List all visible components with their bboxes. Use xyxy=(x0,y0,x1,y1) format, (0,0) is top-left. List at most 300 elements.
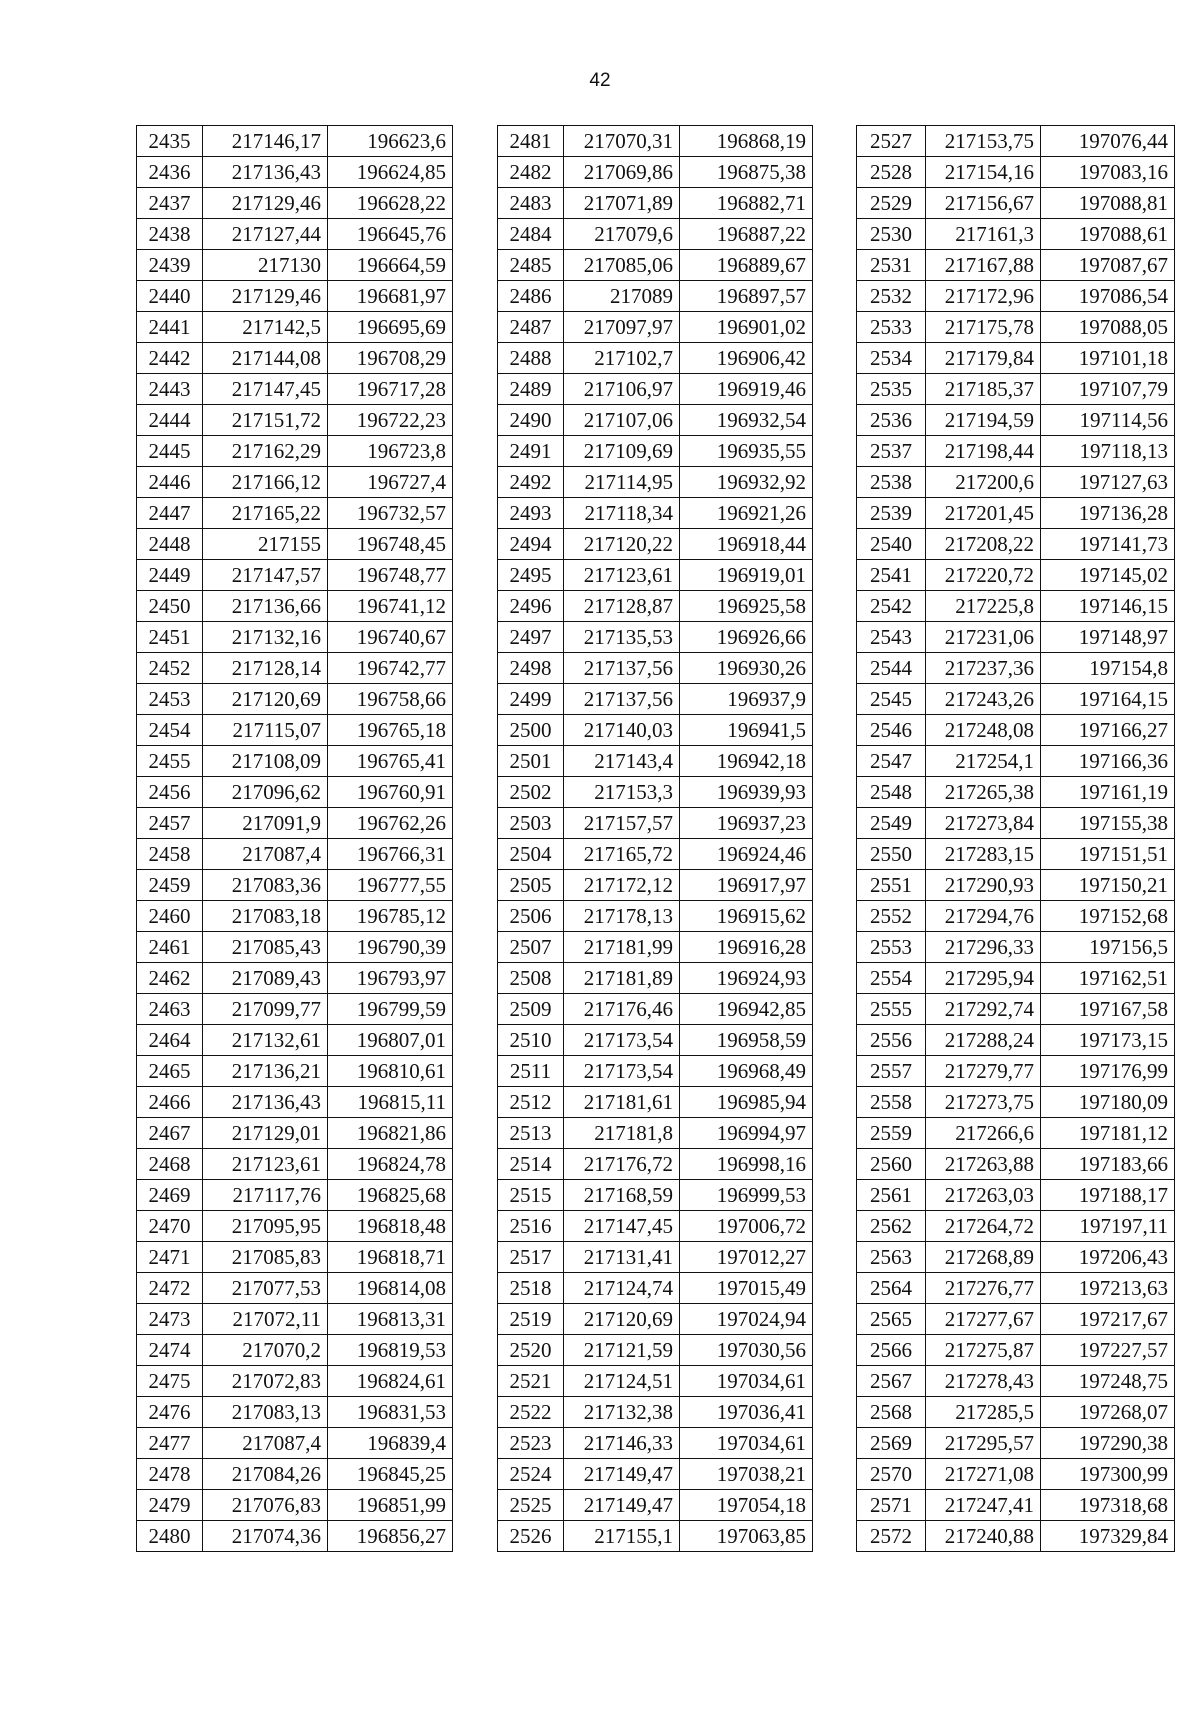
y-coordinate-cell: 197086,54 xyxy=(1041,281,1175,312)
x-coordinate-cell: 217266,6 xyxy=(926,1118,1041,1149)
y-coordinate-cell: 197167,58 xyxy=(1041,994,1175,1025)
x-coordinate-cell: 217085,43 xyxy=(203,932,328,963)
y-coordinate-cell: 196916,28 xyxy=(680,932,813,963)
table-row xyxy=(137,1025,453,1056)
y-coordinate-cell: 197206,43 xyxy=(1041,1242,1175,1273)
table-row xyxy=(857,281,1175,312)
point-number-cell: 2469 xyxy=(137,1180,203,1211)
table-row xyxy=(857,808,1175,839)
y-coordinate-cell: 196748,77 xyxy=(328,560,453,591)
y-coordinate-cell: 197180,09 xyxy=(1041,1087,1175,1118)
point-number-cell: 2521 xyxy=(498,1366,564,1397)
y-coordinate-cell: 197088,81 xyxy=(1041,188,1175,219)
x-coordinate-cell: 217275,87 xyxy=(926,1335,1041,1366)
x-coordinate-cell: 217072,11 xyxy=(203,1304,328,1335)
x-coordinate-cell: 217181,8 xyxy=(564,1118,680,1149)
table-row xyxy=(137,157,453,188)
table-row xyxy=(137,498,453,529)
x-coordinate-cell: 217083,13 xyxy=(203,1397,328,1428)
y-coordinate-cell: 196623,6 xyxy=(328,126,453,157)
table-row xyxy=(857,932,1175,963)
y-coordinate-cell: 196785,12 xyxy=(328,901,453,932)
point-number-cell: 2474 xyxy=(137,1335,203,1366)
y-coordinate-cell: 197162,51 xyxy=(1041,963,1175,994)
point-number-cell: 2451 xyxy=(137,622,203,653)
point-number-cell: 2494 xyxy=(498,529,564,560)
x-coordinate-cell: 217185,37 xyxy=(926,374,1041,405)
y-coordinate-cell: 197154,8 xyxy=(1041,653,1175,684)
y-coordinate-cell: 197329,84 xyxy=(1041,1521,1175,1552)
y-coordinate-cell: 197248,75 xyxy=(1041,1366,1175,1397)
y-coordinate-cell: 196765,18 xyxy=(328,715,453,746)
point-number-cell: 2468 xyxy=(137,1149,203,1180)
table-row xyxy=(498,870,813,901)
point-number-cell: 2566 xyxy=(857,1335,926,1366)
table-row xyxy=(857,250,1175,281)
point-number-cell: 2561 xyxy=(857,1180,926,1211)
table-row xyxy=(857,157,1175,188)
table-row xyxy=(498,560,813,591)
point-number-cell: 2459 xyxy=(137,870,203,901)
x-coordinate-cell: 217108,09 xyxy=(203,746,328,777)
table-row xyxy=(498,932,813,963)
y-coordinate-cell: 196815,11 xyxy=(328,1087,453,1118)
y-coordinate-cell: 196901,02 xyxy=(680,312,813,343)
x-coordinate-cell: 217277,67 xyxy=(926,1304,1041,1335)
x-coordinate-cell: 217179,84 xyxy=(926,343,1041,374)
table-row xyxy=(498,188,813,219)
y-coordinate-cell: 197183,66 xyxy=(1041,1149,1175,1180)
x-coordinate-cell: 217220,72 xyxy=(926,560,1041,591)
table-row xyxy=(857,870,1175,901)
x-coordinate-cell: 217176,72 xyxy=(564,1149,680,1180)
point-number-cell: 2460 xyxy=(137,901,203,932)
point-number-cell: 2477 xyxy=(137,1428,203,1459)
table-row xyxy=(498,839,813,870)
x-coordinate-cell: 217268,89 xyxy=(926,1242,1041,1273)
table-row xyxy=(137,1304,453,1335)
table-row xyxy=(857,219,1175,250)
table-row xyxy=(137,870,453,901)
y-coordinate-cell: 197217,67 xyxy=(1041,1304,1175,1335)
x-coordinate-cell: 217123,61 xyxy=(203,1149,328,1180)
y-coordinate-cell: 197107,79 xyxy=(1041,374,1175,405)
point-number-cell: 2530 xyxy=(857,219,926,250)
y-coordinate-cell: 196925,58 xyxy=(680,591,813,622)
x-coordinate-cell: 217178,13 xyxy=(564,901,680,932)
point-number-cell: 2546 xyxy=(857,715,926,746)
y-coordinate-cell: 197127,63 xyxy=(1041,467,1175,498)
x-coordinate-cell: 217265,38 xyxy=(926,777,1041,808)
table-row xyxy=(137,622,453,653)
point-number-cell: 2484 xyxy=(498,219,564,250)
x-coordinate-cell: 217136,43 xyxy=(203,1087,328,1118)
point-number-cell: 2444 xyxy=(137,405,203,436)
y-coordinate-cell: 196924,46 xyxy=(680,839,813,870)
point-number-cell: 2555 xyxy=(857,994,926,1025)
table-row xyxy=(857,1428,1175,1459)
table-row xyxy=(857,1211,1175,1242)
y-coordinate-cell: 197087,67 xyxy=(1041,250,1175,281)
table-row xyxy=(137,591,453,622)
table-row xyxy=(137,1459,453,1490)
x-coordinate-cell: 217147,45 xyxy=(203,374,328,405)
table-row xyxy=(137,715,453,746)
y-coordinate-cell: 196766,31 xyxy=(328,839,453,870)
y-coordinate-cell: 197101,18 xyxy=(1041,343,1175,374)
point-number-cell: 2453 xyxy=(137,684,203,715)
y-coordinate-cell: 197268,07 xyxy=(1041,1397,1175,1428)
table-row xyxy=(137,1242,453,1273)
table-row xyxy=(498,126,813,157)
x-coordinate-cell: 217102,7 xyxy=(564,343,680,374)
y-coordinate-cell: 196856,27 xyxy=(328,1521,453,1552)
point-number-cell: 2439 xyxy=(137,250,203,281)
x-coordinate-cell: 217069,86 xyxy=(564,157,680,188)
table-row xyxy=(498,1490,813,1521)
x-coordinate-cell: 217120,69 xyxy=(203,684,328,715)
table-row xyxy=(137,839,453,870)
point-number-cell: 2544 xyxy=(857,653,926,684)
table-row xyxy=(857,529,1175,560)
point-number-cell: 2556 xyxy=(857,1025,926,1056)
y-coordinate-cell: 197197,11 xyxy=(1041,1211,1175,1242)
point-number-cell: 2512 xyxy=(498,1087,564,1118)
y-coordinate-cell: 196932,92 xyxy=(680,467,813,498)
y-coordinate-cell: 197024,94 xyxy=(680,1304,813,1335)
y-coordinate-cell: 197213,63 xyxy=(1041,1273,1175,1304)
y-coordinate-cell: 197155,38 xyxy=(1041,808,1175,839)
point-number-cell: 2486 xyxy=(498,281,564,312)
x-coordinate-cell: 217248,08 xyxy=(926,715,1041,746)
point-number-cell: 2511 xyxy=(498,1056,564,1087)
table-row xyxy=(857,126,1175,157)
point-number-cell: 2562 xyxy=(857,1211,926,1242)
x-coordinate-cell: 217137,56 xyxy=(564,653,680,684)
table-row xyxy=(137,994,453,1025)
y-coordinate-cell: 197300,99 xyxy=(1041,1459,1175,1490)
point-number-cell: 2543 xyxy=(857,622,926,653)
y-coordinate-cell: 197141,73 xyxy=(1041,529,1175,560)
y-coordinate-cell: 197166,36 xyxy=(1041,746,1175,777)
table-row xyxy=(857,1273,1175,1304)
table-row xyxy=(498,498,813,529)
table-row xyxy=(137,684,453,715)
point-number-cell: 2490 xyxy=(498,405,564,436)
point-number-cell: 2445 xyxy=(137,436,203,467)
y-coordinate-cell: 197038,21 xyxy=(680,1459,813,1490)
table-row xyxy=(498,715,813,746)
y-coordinate-cell: 196921,26 xyxy=(680,498,813,529)
x-coordinate-cell: 217142,5 xyxy=(203,312,328,343)
x-coordinate-cell: 217198,44 xyxy=(926,436,1041,467)
y-coordinate-cell: 197173,15 xyxy=(1041,1025,1175,1056)
x-coordinate-cell: 217083,36 xyxy=(203,870,328,901)
y-coordinate-cell: 196918,44 xyxy=(680,529,813,560)
point-number-cell: 2463 xyxy=(137,994,203,1025)
y-coordinate-cell: 196825,68 xyxy=(328,1180,453,1211)
table-row xyxy=(498,1304,813,1335)
x-coordinate-cell: 217106,97 xyxy=(564,374,680,405)
table-row xyxy=(498,1273,813,1304)
table-row xyxy=(137,1273,453,1304)
point-number-cell: 2569 xyxy=(857,1428,926,1459)
point-number-cell: 2465 xyxy=(137,1056,203,1087)
x-coordinate-cell: 217083,18 xyxy=(203,901,328,932)
point-number-cell: 2536 xyxy=(857,405,926,436)
point-number-cell: 2485 xyxy=(498,250,564,281)
point-number-cell: 2532 xyxy=(857,281,926,312)
x-coordinate-cell: 217074,36 xyxy=(203,1521,328,1552)
point-number-cell: 2541 xyxy=(857,560,926,591)
y-coordinate-cell: 197034,61 xyxy=(680,1428,813,1459)
point-number-cell: 2438 xyxy=(137,219,203,250)
y-coordinate-cell: 196818,71 xyxy=(328,1242,453,1273)
point-number-cell: 2449 xyxy=(137,560,203,591)
table-row xyxy=(137,1397,453,1428)
point-number-cell: 2476 xyxy=(137,1397,203,1428)
x-coordinate-cell: 217085,06 xyxy=(564,250,680,281)
table-row xyxy=(857,994,1175,1025)
point-number-cell: 2464 xyxy=(137,1025,203,1056)
x-coordinate-cell: 217231,06 xyxy=(926,622,1041,653)
table-row xyxy=(137,1087,453,1118)
table-row xyxy=(137,1366,453,1397)
y-coordinate-cell: 196717,28 xyxy=(328,374,453,405)
table-row xyxy=(137,1149,453,1180)
table-row xyxy=(137,932,453,963)
table-row xyxy=(857,1397,1175,1428)
x-coordinate-cell: 217165,72 xyxy=(564,839,680,870)
x-coordinate-cell: 217173,54 xyxy=(564,1025,680,1056)
coordinates-table-2 xyxy=(497,125,813,1552)
point-number-cell: 2535 xyxy=(857,374,926,405)
x-coordinate-cell: 217292,74 xyxy=(926,994,1041,1025)
y-coordinate-cell: 196777,55 xyxy=(328,870,453,901)
point-number-cell: 2498 xyxy=(498,653,564,684)
table-row xyxy=(857,1304,1175,1335)
point-number-cell: 2435 xyxy=(137,126,203,157)
table-row xyxy=(857,1056,1175,1087)
x-coordinate-cell: 217166,12 xyxy=(203,467,328,498)
point-number-cell: 2513 xyxy=(498,1118,564,1149)
table-row xyxy=(498,1335,813,1366)
y-coordinate-cell: 197151,51 xyxy=(1041,839,1175,870)
y-coordinate-cell: 196919,01 xyxy=(680,560,813,591)
table-row xyxy=(498,994,813,1025)
y-coordinate-cell: 196824,78 xyxy=(328,1149,453,1180)
table-row xyxy=(498,622,813,653)
y-coordinate-cell: 196819,53 xyxy=(328,1335,453,1366)
x-coordinate-cell: 217161,3 xyxy=(926,219,1041,250)
point-number-cell: 2509 xyxy=(498,994,564,1025)
table-row xyxy=(857,560,1175,591)
x-coordinate-cell: 217276,77 xyxy=(926,1273,1041,1304)
x-coordinate-cell: 217076,83 xyxy=(203,1490,328,1521)
y-coordinate-cell: 196889,67 xyxy=(680,250,813,281)
point-number-cell: 2534 xyxy=(857,343,926,374)
table-row xyxy=(498,312,813,343)
y-coordinate-cell: 196924,93 xyxy=(680,963,813,994)
x-coordinate-cell: 217295,57 xyxy=(926,1428,1041,1459)
y-coordinate-cell: 196937,23 xyxy=(680,808,813,839)
y-coordinate-cell: 196915,62 xyxy=(680,901,813,932)
table-row xyxy=(857,1335,1175,1366)
y-coordinate-cell: 197076,44 xyxy=(1041,126,1175,157)
x-coordinate-cell: 217200,6 xyxy=(926,467,1041,498)
point-number-cell: 2567 xyxy=(857,1366,926,1397)
y-coordinate-cell: 196937,9 xyxy=(680,684,813,715)
x-coordinate-cell: 217084,26 xyxy=(203,1459,328,1490)
table-row xyxy=(857,405,1175,436)
table-row xyxy=(857,436,1175,467)
table-row xyxy=(498,808,813,839)
point-number-cell: 2504 xyxy=(498,839,564,870)
table-row xyxy=(498,374,813,405)
table-row xyxy=(498,1521,813,1552)
point-number-cell: 2443 xyxy=(137,374,203,405)
point-number-cell: 2553 xyxy=(857,932,926,963)
y-coordinate-cell: 197088,05 xyxy=(1041,312,1175,343)
y-coordinate-cell: 196681,97 xyxy=(328,281,453,312)
y-coordinate-cell: 197145,02 xyxy=(1041,560,1175,591)
y-coordinate-cell: 196985,94 xyxy=(680,1087,813,1118)
table-row xyxy=(498,746,813,777)
y-coordinate-cell: 196919,46 xyxy=(680,374,813,405)
y-coordinate-cell: 196748,45 xyxy=(328,529,453,560)
table-row xyxy=(137,467,453,498)
x-coordinate-cell: 217131,41 xyxy=(564,1242,680,1273)
point-number-cell: 2491 xyxy=(498,436,564,467)
x-coordinate-cell: 217147,57 xyxy=(203,560,328,591)
x-coordinate-cell: 217263,88 xyxy=(926,1149,1041,1180)
x-coordinate-cell: 217095,95 xyxy=(203,1211,328,1242)
table-row xyxy=(857,1149,1175,1180)
x-coordinate-cell: 217273,84 xyxy=(926,808,1041,839)
point-number-cell: 2520 xyxy=(498,1335,564,1366)
table-row xyxy=(137,777,453,808)
point-number-cell: 2564 xyxy=(857,1273,926,1304)
point-number-cell: 2554 xyxy=(857,963,926,994)
y-coordinate-cell: 196917,97 xyxy=(680,870,813,901)
table-row xyxy=(857,1366,1175,1397)
x-coordinate-cell: 217243,26 xyxy=(926,684,1041,715)
point-number-cell: 2516 xyxy=(498,1211,564,1242)
y-coordinate-cell: 196742,77 xyxy=(328,653,453,684)
y-coordinate-cell: 197166,27 xyxy=(1041,715,1175,746)
y-coordinate-cell: 196760,91 xyxy=(328,777,453,808)
x-coordinate-cell: 217132,16 xyxy=(203,622,328,653)
y-coordinate-cell: 196645,76 xyxy=(328,219,453,250)
x-coordinate-cell: 217288,24 xyxy=(926,1025,1041,1056)
point-number-cell: 2473 xyxy=(137,1304,203,1335)
table-row xyxy=(498,653,813,684)
x-coordinate-cell: 217077,53 xyxy=(203,1273,328,1304)
x-coordinate-cell: 217294,76 xyxy=(926,901,1041,932)
x-coordinate-cell: 217225,8 xyxy=(926,591,1041,622)
y-coordinate-cell: 196882,71 xyxy=(680,188,813,219)
y-coordinate-cell: 197114,56 xyxy=(1041,405,1175,436)
x-coordinate-cell: 217283,15 xyxy=(926,839,1041,870)
point-number-cell: 2531 xyxy=(857,250,926,281)
y-coordinate-cell: 196732,57 xyxy=(328,498,453,529)
x-coordinate-cell: 217162,29 xyxy=(203,436,328,467)
x-coordinate-cell: 217136,66 xyxy=(203,591,328,622)
x-coordinate-cell: 217136,43 xyxy=(203,157,328,188)
x-coordinate-cell: 217087,4 xyxy=(203,839,328,870)
table-row xyxy=(857,622,1175,653)
x-coordinate-cell: 217176,46 xyxy=(564,994,680,1025)
point-number-cell: 2508 xyxy=(498,963,564,994)
table-row xyxy=(137,343,453,374)
point-number-cell: 2570 xyxy=(857,1459,926,1490)
y-coordinate-cell: 196807,01 xyxy=(328,1025,453,1056)
point-number-cell: 2505 xyxy=(498,870,564,901)
point-number-cell: 2568 xyxy=(857,1397,926,1428)
table-row xyxy=(857,374,1175,405)
table-row xyxy=(498,963,813,994)
table-row xyxy=(137,188,453,219)
point-number-cell: 2522 xyxy=(498,1397,564,1428)
y-coordinate-cell: 197156,5 xyxy=(1041,932,1175,963)
y-coordinate-cell: 196708,29 xyxy=(328,343,453,374)
point-number-cell: 2450 xyxy=(137,591,203,622)
table-row xyxy=(857,963,1175,994)
x-coordinate-cell: 217290,93 xyxy=(926,870,1041,901)
y-coordinate-cell: 196941,5 xyxy=(680,715,813,746)
x-coordinate-cell: 217154,16 xyxy=(926,157,1041,188)
point-number-cell: 2563 xyxy=(857,1242,926,1273)
point-number-cell: 2480 xyxy=(137,1521,203,1552)
point-number-cell: 2510 xyxy=(498,1025,564,1056)
y-coordinate-cell: 196813,31 xyxy=(328,1304,453,1335)
point-number-cell: 2488 xyxy=(498,343,564,374)
table-row xyxy=(857,777,1175,808)
point-number-cell: 2462 xyxy=(137,963,203,994)
x-coordinate-cell: 217123,61 xyxy=(564,560,680,591)
x-coordinate-cell: 217118,34 xyxy=(564,498,680,529)
point-number-cell: 2447 xyxy=(137,498,203,529)
point-number-cell: 2528 xyxy=(857,157,926,188)
point-number-cell: 2514 xyxy=(498,1149,564,1180)
x-coordinate-cell: 217097,97 xyxy=(564,312,680,343)
table-row xyxy=(498,684,813,715)
point-number-cell: 2559 xyxy=(857,1118,926,1149)
point-number-cell: 2496 xyxy=(498,591,564,622)
x-coordinate-cell: 217149,47 xyxy=(564,1459,680,1490)
x-coordinate-cell: 217181,99 xyxy=(564,932,680,963)
x-coordinate-cell: 217201,45 xyxy=(926,498,1041,529)
table-row xyxy=(857,746,1175,777)
table-row xyxy=(857,1025,1175,1056)
y-coordinate-cell: 197146,15 xyxy=(1041,591,1175,622)
y-coordinate-cell: 197036,41 xyxy=(680,1397,813,1428)
point-number-cell: 2526 xyxy=(498,1521,564,1552)
y-coordinate-cell: 197006,72 xyxy=(680,1211,813,1242)
point-number-cell: 2436 xyxy=(137,157,203,188)
table-row xyxy=(137,126,453,157)
point-number-cell: 2549 xyxy=(857,808,926,839)
table-row xyxy=(857,312,1175,343)
point-number-cell: 2515 xyxy=(498,1180,564,1211)
table-row xyxy=(857,684,1175,715)
y-coordinate-cell: 196799,59 xyxy=(328,994,453,1025)
x-coordinate-cell: 217136,21 xyxy=(203,1056,328,1087)
x-coordinate-cell: 217208,22 xyxy=(926,529,1041,560)
x-coordinate-cell: 217091,9 xyxy=(203,808,328,839)
y-coordinate-cell: 196723,8 xyxy=(328,436,453,467)
y-coordinate-cell: 197034,61 xyxy=(680,1366,813,1397)
